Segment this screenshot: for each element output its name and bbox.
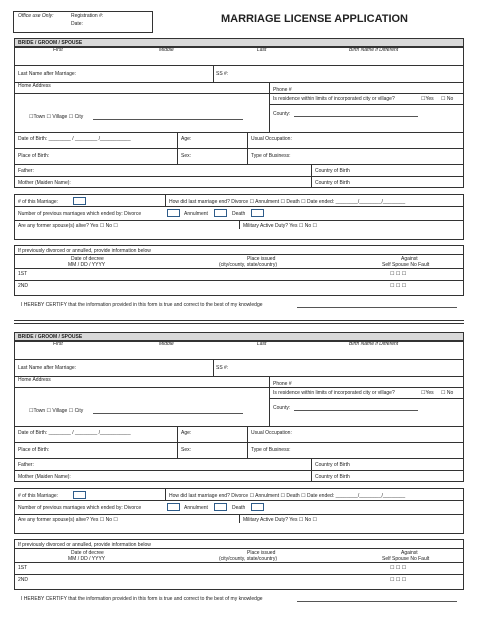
occupation-label[interactable]: Usual Occupation: xyxy=(251,136,292,142)
ss-label[interactable]: SS #: xyxy=(216,71,229,77)
second-row-checkboxes[interactable]: ☐ ☐ ☐ xyxy=(390,577,407,583)
col-first: First xyxy=(53,46,63,53)
against-label: Against xyxy=(401,256,418,262)
section-header-label: BRIDE / GROOM / SPOUSE xyxy=(18,39,83,46)
against-cols-label: Self Spouse No Fault xyxy=(382,262,430,268)
residence-yes[interactable]: ☐Yes xyxy=(421,390,434,396)
section-header-label: BRIDE / GROOM / SPOUSE xyxy=(18,333,83,340)
age-label[interactable]: Age: xyxy=(181,430,192,436)
county-label[interactable]: County: xyxy=(273,111,291,117)
dob-label[interactable]: Date of Birth: ________ / ________ /___________ xyxy=(18,430,131,436)
how-last-end-label[interactable]: How did last marriage end? Divorce ☐ Annulment ☐ Death ☐ Date ended: ________/________/________ xyxy=(169,493,406,499)
col-middle: Middle xyxy=(159,46,174,53)
annulment-count-input[interactable] xyxy=(214,503,227,511)
date-format-label: MM / DD / YYYY xyxy=(68,556,106,562)
home-address-label[interactable]: Home Address xyxy=(18,83,51,89)
county-label[interactable]: County: xyxy=(273,405,291,411)
prev-marriages-label: Number of previous marriages which ended by: Divorce xyxy=(18,505,142,511)
occupation-label[interactable]: Usual Occupation: xyxy=(251,430,292,436)
divorce-count-input[interactable] xyxy=(167,209,180,217)
place-format-label: (city/county, state/country) xyxy=(219,556,277,562)
mother-label[interactable]: Mother (Maiden Name): xyxy=(18,180,71,186)
num-marriage-label: # of this Marriage: xyxy=(18,493,59,499)
first-row-label: 1ST xyxy=(18,565,28,571)
num-marriage-input[interactable] xyxy=(73,197,86,205)
against-label: Against xyxy=(401,550,418,556)
former-alive-label[interactable]: Are any former spouse(s) alive? Yes ☐ No ☐ xyxy=(18,223,118,229)
second-row-label: 2ND xyxy=(18,283,29,289)
certify-label: I HEREBY CERTIFY that the information provided in this form is true and correct to the best of my knowledge xyxy=(21,596,263,602)
death-label: Death xyxy=(232,211,246,217)
phone-label[interactable]: Phone # xyxy=(273,381,292,387)
pob-label[interactable]: Place of Birth: xyxy=(18,447,50,453)
father-country-label[interactable]: Country of Birth xyxy=(315,168,350,174)
num-marriage-input[interactable] xyxy=(73,491,86,499)
first-row-checkboxes[interactable]: ☐ ☐ ☐ xyxy=(390,271,407,277)
death-count-input[interactable] xyxy=(251,209,264,217)
residence-question: Is residence within limits of incorporated city or village? xyxy=(273,96,395,102)
place-issued-label: Place issued xyxy=(247,256,276,262)
last-name-after-label[interactable]: Last Name after Marriage: xyxy=(18,71,77,77)
place-format-label: (city/county, state/country) xyxy=(219,262,277,268)
sex-label[interactable]: Sex: xyxy=(181,153,192,159)
signature-line[interactable] xyxy=(297,601,457,602)
first-row-checkboxes[interactable]: ☐ ☐ ☐ xyxy=(390,565,407,571)
business-label[interactable]: Type of Business: xyxy=(251,153,291,159)
place-issued-label: Place issued xyxy=(247,550,276,556)
date-decree-label: Date of decree xyxy=(71,256,104,262)
page-title: MARRIAGE LICENSE APPLICATION xyxy=(221,13,409,25)
col-middle: Middle xyxy=(159,340,174,347)
section-divider xyxy=(14,320,464,324)
against-cols-label: Self Spouse No Fault xyxy=(382,556,430,562)
town-village-city[interactable]: ☐Town ☐ Village ☐ City xyxy=(29,114,84,120)
office-date-label: Date: xyxy=(71,21,83,27)
col-birth-name: Birth Name if Different xyxy=(349,340,399,347)
annulment-count-input[interactable] xyxy=(214,209,227,217)
residence-yes[interactable]: ☐Yes xyxy=(421,96,434,102)
military-label[interactable]: Military Active Duty? Yes ☐ No ☐ xyxy=(243,223,317,229)
town-village-city[interactable]: ☐Town ☐ Village ☐ City xyxy=(29,408,84,414)
father-label[interactable]: Father: xyxy=(18,168,34,174)
ss-label[interactable]: SS #: xyxy=(216,365,229,371)
second-row-checkboxes[interactable]: ☐ ☐ ☐ xyxy=(390,283,407,289)
age-label[interactable]: Age: xyxy=(181,136,192,142)
prev-divorced-label: If previously divorced or annulled, provide information below xyxy=(18,248,151,254)
last-name-after-label[interactable]: Last Name after Marriage: xyxy=(18,365,77,371)
col-first: First xyxy=(53,340,63,347)
father-country-label[interactable]: Country of Birth xyxy=(315,462,350,468)
col-last: Last xyxy=(257,340,267,347)
second-row-label: 2ND xyxy=(18,577,29,583)
divorce-count-input[interactable] xyxy=(167,503,180,511)
date-decree-label: Date of decree xyxy=(71,550,104,556)
num-marriage-label: # of this Marriage: xyxy=(18,199,59,205)
annulment-label: Annulment xyxy=(184,211,208,217)
former-alive-label[interactable]: Are any former spouse(s) alive? Yes ☐ No ☐ xyxy=(18,517,118,523)
phone-label[interactable]: Phone # xyxy=(273,87,292,93)
signature-line[interactable] xyxy=(297,307,457,308)
father-label[interactable]: Father: xyxy=(18,462,34,468)
prev-divorced-label: If previously divorced or annulled, provide information below xyxy=(18,542,151,548)
sex-label[interactable]: Sex: xyxy=(181,447,192,453)
pob-label[interactable]: Place of Birth: xyxy=(18,153,50,159)
annulment-label: Annulment xyxy=(184,505,208,511)
certify-label: I HEREBY CERTIFY that the information provided in this form is true and correct to the best of my knowledge xyxy=(21,302,263,308)
first-row-label: 1ST xyxy=(18,271,28,277)
business-label[interactable]: Type of Business: xyxy=(251,447,291,453)
mother-country-label[interactable]: Country of Birth xyxy=(315,180,350,186)
mother-country-label[interactable]: Country of Birth xyxy=(315,474,350,480)
residence-no[interactable]: ☐ No xyxy=(441,96,454,102)
how-last-end-label[interactable]: How did last marriage end? Divorce ☐ Annulment ☐ Death ☐ Date ended: ________/________/________ xyxy=(169,199,406,205)
mother-label[interactable]: Mother (Maiden Name): xyxy=(18,474,71,480)
office-use-label: Office use Only: xyxy=(18,13,54,19)
prev-marriages-label: Number of previous marriages which ended by: Divorce xyxy=(18,211,142,217)
death-count-input[interactable] xyxy=(251,503,264,511)
col-last: Last xyxy=(257,46,267,53)
col-birth-name: Birth Name if Different xyxy=(349,46,399,53)
home-address-label[interactable]: Home Address xyxy=(18,377,51,383)
residence-question: Is residence within limits of incorporated city or village? xyxy=(273,390,395,396)
registration-label: Registration #: xyxy=(71,13,104,19)
military-label[interactable]: Military Active Duty? Yes ☐ No ☐ xyxy=(243,517,317,523)
date-format-label: MM / DD / YYYY xyxy=(68,262,106,268)
residence-no[interactable]: ☐ No xyxy=(441,390,454,396)
death-label: Death xyxy=(232,505,246,511)
dob-label[interactable]: Date of Birth: ________ / ________ /___________ xyxy=(18,136,131,142)
